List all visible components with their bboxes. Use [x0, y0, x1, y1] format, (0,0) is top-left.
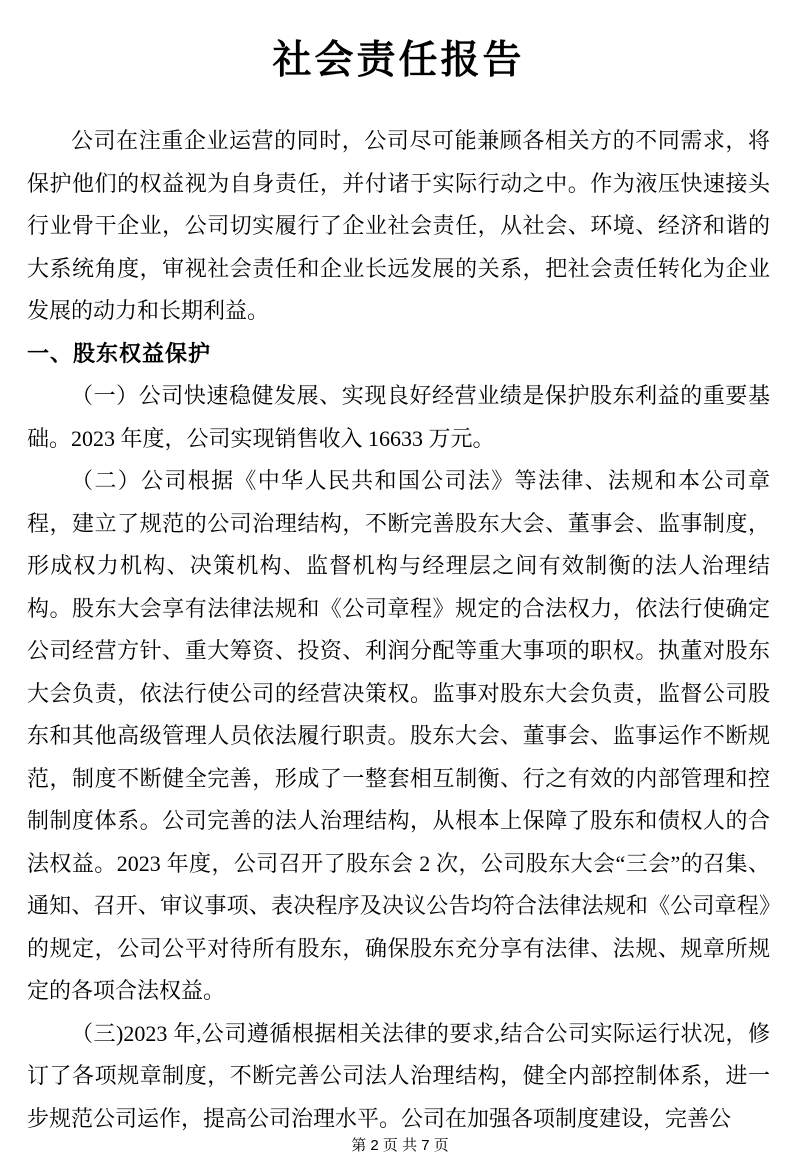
document-title: 社会责任报告 [272, 39, 525, 82]
section1-item3-paragraph: （三)2023 年,公司遵循根据相关法律的要求,结合公司实际运行状况，修订了各项规章制度，不断完善公司法人治理结构，健全内部控制体系，进一步规范公司运作，提高公司治理水平。公司在加强各项制度建设，完善公 [27, 1020, 770, 1131]
page-number-footer: 第 2 页 共 7 页 [351, 1137, 449, 1154]
section-heading-shareholder-rights: 一、股东权益保护 [27, 340, 212, 366]
section1-item1-paragraph: （一）公司快速稳健发展、实现良好经营业绩是保护股东利益的重要基础。2023 年度，公司实现销售收入 16633 万元。 [27, 383, 770, 451]
section1-item2-paragraph: （二）公司根据《中华人民共和国公司法》等法律、法规和本公司章程，建立了规范的公司治理结构，不断完善股东大会、董事会、监事制度，形成权力机构、决策机构、监督机构与经理层之间有效制衡的法人治理结构。股东大会享有法律法规和《公司章程》规定的合法权力，依法行使确定公司经营方针、重大筹资、投资、利润分配等重大事项的职权。执董对股东大会负责，依法行使公司的经营决策权。监事对股东大会负责，监督公司股东和其他高级管理人员依法履行职责。股东大会、董事会、监事运作不断规范，制度不断健全完善，形成了一整套相互制衡、行之有效的内部管理和控制制度体系。公司完善的法人治理结构，从根本上保障了股东和债权人的合法权益。2023 年度，公司召开了股东会 2 次，公司股东大会“三会”的召集、通知、召开、审议事项、表决程序及决议公告均符合法律法规和《公司章程》的规定，公司公平对待所有股东，确保股东充分享有法律、法规、规章所规定的各项合法权益。 [27, 468, 770, 1003]
intro-paragraph: 公司在注重企业运营的同时，公司尽可能兼顾各相关方的不同需求，将保护他们的权益视为自身责任，并付诸于实际行动之中。作为液压快速接头行业骨干企业，公司切实履行了企业社会责任，从社会、环境、经济和谐的大系统角度，审视社会责任和企业长远发展的关系，把社会责任转化为企业发展的动力和长期利益。 [27, 128, 770, 323]
